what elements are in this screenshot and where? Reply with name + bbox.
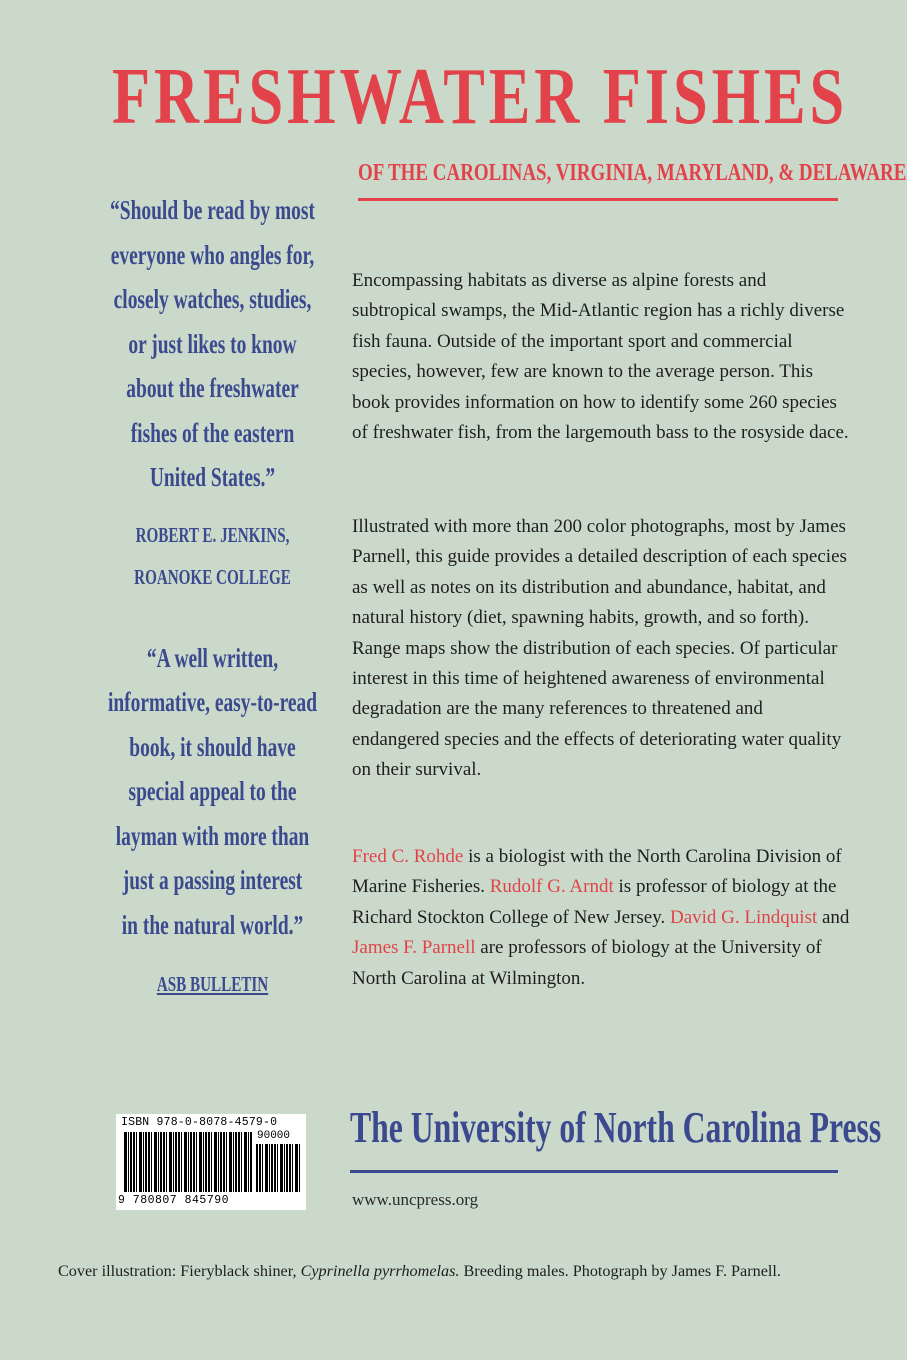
description-paragraph-2: Illustrated with more than 200 color photographs, most by James Parnell, this guide provides a detailed description of each species as well as notes on its distribution and abundance, habitat, and natural history (diet, spawning habits, growth, and so forth). Range maps show the distribution of each species. Of particular interest in this time of heightened awareness of environmental degradation are the many references to threatened and endangered species and the effects of deteriorating water quality on their survival. [352, 516, 847, 781]
barcode-bar [289, 1144, 291, 1192]
quote-jenkins [92, 188, 332, 598]
barcode-bar [262, 1144, 263, 1192]
barcode-bar [256, 1144, 258, 1192]
author-name: David G. Lindquist [670, 906, 818, 928]
barcode-bars [124, 1132, 252, 1192]
barcode-bar [148, 1132, 150, 1192]
barcode-bar [145, 1132, 147, 1192]
barcode-bar [226, 1132, 227, 1192]
author-name: James F. Parnell [352, 937, 476, 959]
barcode-bar [292, 1144, 293, 1192]
barcode-bar [265, 1144, 268, 1192]
barcode-bar [158, 1132, 159, 1192]
barcode-bar [193, 1132, 195, 1192]
barcode-digits: 9 780807 845790 [118, 1194, 230, 1207]
quote-line: about the freshwater [126, 373, 299, 403]
author-name: Rudolf G. Arndt [489, 876, 614, 898]
barcode-bar [175, 1132, 177, 1192]
endorsements [92, 188, 332, 1005]
quote-line: in the natural world.” [121, 909, 304, 940]
barcode-bar [211, 1132, 212, 1192]
description-paragraph-1: Encompassing habitats as diverse as alpine forests and subtropical swamps, the Mid-Atlantic region has a richly diverse fish fauna. Outside of the important sport and commercial species, however, few are known to the average person. This book provides information on how to identify some 260 species of freshwater fish, from the largemouth bass to the rosyside dace. [352, 270, 849, 444]
barcode-bar [241, 1132, 242, 1192]
publisher-divider [350, 1170, 838, 1173]
barcode-bar [163, 1132, 165, 1192]
barcode-bar [229, 1132, 232, 1192]
quote-line: layman with more than [115, 820, 310, 851]
barcode-bar [128, 1132, 129, 1192]
barcode-addon-bars [256, 1144, 300, 1192]
barcode-bar [205, 1132, 207, 1192]
barcode-bar [143, 1132, 144, 1192]
barcode-bar [151, 1132, 152, 1192]
barcode-bar [184, 1132, 187, 1192]
barcode-bar [173, 1132, 174, 1192]
barcode-bar [244, 1132, 247, 1192]
barcode-bar [220, 1132, 222, 1192]
quote-attribution: ROBERT E. JENKINS, [135, 522, 290, 547]
barcode-bar [233, 1132, 234, 1192]
isbn-barcode [116, 1114, 306, 1210]
book-title: FRESHWATER FISHES [112, 53, 849, 141]
barcode-bar [188, 1132, 189, 1192]
quote-line: “A well written, [146, 642, 279, 673]
barcode-bar [199, 1132, 202, 1192]
barcode-bar [274, 1144, 276, 1192]
quote-asb [92, 636, 332, 1006]
barcode-bar [139, 1132, 142, 1192]
barcode-bar [299, 1144, 300, 1192]
barcode-bar [190, 1132, 192, 1192]
barcode-bar [295, 1144, 298, 1192]
barcode-bar [208, 1132, 210, 1192]
author-name: Fred C. Rohde [352, 846, 464, 867]
barcode-bar [259, 1144, 261, 1192]
quote-line: just a passing interest [122, 865, 303, 895]
quote-attribution: ROANOKE COLLEGE [134, 564, 291, 589]
book-subtitle: OF THE CAROLINAS, VIRGINIA, MARYLAND, & DELAWARE [358, 160, 907, 186]
publisher-url[interactable]: www.uncpress.org [352, 1190, 479, 1209]
barcode-bar [250, 1132, 252, 1192]
barcode-bar [181, 1132, 182, 1192]
barcode-bar [133, 1132, 135, 1192]
price-code: 90000 [257, 1130, 291, 1142]
cover-caption: Cover illustration: Fieryblack shiner, Cyprinella pyrrhomelas. Breeding males. Photograph by James F. Parnell. [58, 1262, 781, 1280]
barcode-bar [223, 1132, 225, 1192]
quote-line: everyone who angles for, [110, 239, 315, 270]
quote-line: or just likes to know [128, 328, 297, 359]
barcode-bar [196, 1132, 197, 1192]
barcode-bar [271, 1144, 273, 1192]
barcode-bar [238, 1132, 240, 1192]
barcode-bar [280, 1144, 283, 1192]
barcode-bar [178, 1132, 180, 1192]
barcode-bar [286, 1144, 288, 1192]
barcode-bar [214, 1132, 217, 1192]
barcode-bar [284, 1144, 285, 1192]
barcode-bar [235, 1132, 237, 1192]
barcode-bar [169, 1132, 172, 1192]
quote-line: United States.” [149, 462, 276, 492]
quote-line: closely watches, studies, [113, 284, 312, 314]
isbn-number: ISBN 978-0-8078-4579-0 [121, 1116, 278, 1129]
quote-line: special appeal to the [128, 776, 297, 806]
author-bios: Fred C. Rohde is a biologist with the North Carolina Division of Marine Fisheries. Rudolf G. Arndt is professor of biology at the Richard Stockton College of New Jersey. David G. Lindquist and James F. Parnell are professors of biology at the University of North Carolina at Wilmington. [352, 846, 850, 989]
barcode-bar [269, 1144, 270, 1192]
barcode-bar [166, 1132, 167, 1192]
quote-line: book, it should have [129, 731, 296, 762]
barcode-bar [136, 1132, 137, 1192]
quote-line: informative, easy-to-read [107, 687, 318, 717]
barcode-bar [130, 1132, 132, 1192]
species-name: Cyprinella pyrrhomelas. [300, 1262, 460, 1280]
title-divider [358, 198, 838, 201]
publisher-name: The University of North Carolina Press [350, 1103, 882, 1152]
barcode-bar [218, 1132, 219, 1192]
quote-line: fishes of the eastern [130, 417, 295, 448]
barcode-bar [277, 1144, 278, 1192]
quote-attribution: ASB BULLETIN [156, 972, 269, 996]
barcode-bar [248, 1132, 249, 1192]
quote-line: “Should be read by most [110, 195, 315, 225]
barcode-bar [160, 1132, 162, 1192]
barcode-bar [154, 1132, 157, 1192]
barcode-bar [203, 1132, 204, 1192]
barcode-bar [124, 1132, 127, 1192]
